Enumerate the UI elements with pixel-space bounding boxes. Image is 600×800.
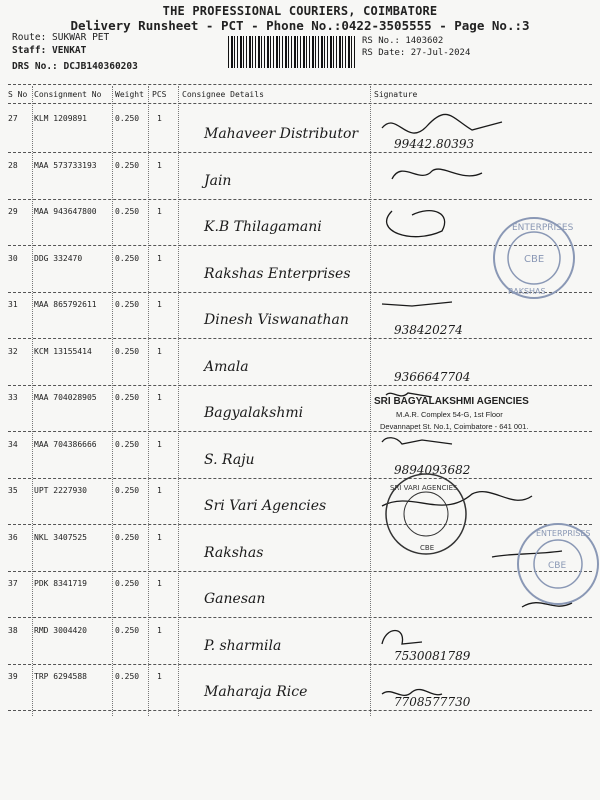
consignee-handwriting (196, 579, 372, 611)
signature-scribble (382, 302, 452, 306)
row-consignment: MAA 573733193 (34, 160, 97, 170)
stamp-text: SRI VARI AGENCIES (390, 484, 458, 492)
signature (372, 341, 598, 387)
table-row (0, 432, 600, 479)
consignee-name: Ganesan (204, 591, 266, 607)
consignee-name: Mahaveer Distributor (204, 126, 359, 142)
signature-phone: 9366647704 (394, 369, 471, 384)
row-pcs: 1 (157, 625, 162, 635)
table-row (0, 339, 600, 386)
row-pcs: 1 (157, 439, 162, 449)
row-pcs: 1 (157, 114, 162, 123)
enterprises-stamp (482, 210, 586, 300)
col-weight: Weight (115, 90, 144, 99)
row-consignment: PDK 8341719 (34, 579, 87, 588)
col-signature: Signature (374, 90, 418, 99)
signature (372, 155, 598, 201)
srivari-stamp (380, 470, 474, 560)
row-sno: 39 (8, 672, 18, 681)
consignee-handwriting (196, 254, 372, 286)
column-header-divider (8, 103, 592, 104)
bagyalakshmi-stamp (374, 396, 594, 431)
col-pcs: PCS (152, 90, 167, 99)
row-sno: 31 (8, 300, 18, 309)
consignee-handwriting (196, 393, 372, 425)
stamp-text: ENTERPRISES (536, 529, 591, 538)
table-row (0, 478, 600, 525)
signature-phone: 7530081789 (394, 648, 471, 663)
row-consignment: KCM 13155414 (34, 346, 92, 356)
row-weight: 0.250 (115, 393, 140, 402)
consignee-name: S. Raju (204, 451, 255, 468)
col-consignee: Consignee Details (182, 90, 264, 99)
stamp-text: CBE (420, 544, 435, 552)
signature-scribble (382, 630, 422, 644)
col-consignment: Consignment No (34, 90, 102, 99)
stamp-text: ENTERPRISES (512, 223, 574, 233)
table-row (0, 618, 600, 665)
row-divider (8, 710, 592, 711)
consignee-name: Maharaja Rice (204, 684, 308, 700)
barcode (228, 36, 356, 68)
consignee-handwriting (196, 672, 372, 704)
row-consignment: MAA 704386666 (34, 439, 97, 449)
rs-number: RS No.: 1403602 (362, 36, 444, 46)
row-consignment: MAA 865792611 (34, 300, 97, 309)
row-pcs: 1 (157, 532, 162, 542)
row-sno: 29 (8, 207, 18, 216)
row-consignment: UPT 2227930 (34, 486, 87, 495)
row-sno: 32 (8, 346, 18, 356)
signature-scribble (392, 169, 482, 179)
consignee-handwriting (196, 207, 372, 239)
stamp-text: RAKSHAS (508, 287, 546, 296)
consignee-handwriting (196, 347, 372, 379)
table-row (0, 664, 600, 711)
col-sno: S No (8, 90, 28, 99)
row-sno: 35 (8, 486, 18, 495)
row-sno: 30 (8, 253, 18, 263)
consignee-name: Amala (204, 358, 249, 375)
signature-phone: 99442.80393 (394, 137, 475, 151)
consignee-name: Bagyalakshmi (204, 405, 304, 421)
signature-scribble (387, 211, 445, 237)
row-sno: 36 (8, 532, 18, 542)
consignee-name: Jain (204, 172, 232, 189)
signature-scribble (382, 437, 452, 443)
row-weight: 0.250 (115, 300, 140, 309)
row-weight: 0.250 (115, 253, 140, 263)
consignee-handwriting (196, 161, 372, 193)
row-weight: 0.250 (115, 532, 140, 542)
row-sno: 28 (8, 160, 18, 170)
consignee-name: Rakshas Enterprises (204, 265, 351, 282)
consignee-handwriting (196, 440, 372, 472)
row-sno: 37 (8, 579, 18, 588)
table-row (0, 106, 600, 153)
stamp-address: M.A.R. Complex 54-G, 1st Floor (396, 410, 503, 419)
consignee-name: P. sharmila (204, 637, 282, 654)
row-consignment: KLM 1209891 (34, 114, 87, 123)
stamp-address: Devannapet St. No.1, Coimbatore - 641 001. (380, 422, 529, 431)
row-pcs: 1 (157, 486, 162, 495)
consignee-name: Sri Vari Agencies (204, 498, 327, 514)
consignee-handwriting (196, 300, 372, 332)
rs-date: RS Date: 27-Jul-2024 (362, 48, 471, 58)
row-consignment: RMD 3004420 (34, 625, 87, 635)
row-consignment: MAA 943647800 (34, 207, 97, 216)
stamp-name: SRI BAGYALAKSHMI AGENCIES (374, 396, 529, 407)
row-pcs: 1 (157, 253, 162, 263)
row-sno: 33 (8, 393, 18, 402)
row-consignment: MAA 704028905 (34, 393, 97, 402)
row-weight: 0.250 (115, 114, 140, 123)
drs-label: DRS No.: DCJB140360203 (12, 61, 138, 72)
signature-phone: 9894093682 (394, 462, 471, 477)
row-weight: 0.250 (115, 346, 140, 356)
row-consignment: NKL 3407525 (34, 532, 87, 542)
stamp-text: CBE (524, 254, 545, 265)
row-weight: 0.250 (115, 672, 140, 681)
consignee-handwriting (196, 486, 372, 518)
row-pcs: 1 (157, 207, 162, 216)
row-sno: 27 (8, 114, 18, 123)
row-pcs: 1 (157, 346, 162, 356)
signature-scribble (382, 114, 502, 133)
enterprises-stamp (508, 520, 600, 606)
row-consignment: TRP 6294588 (34, 672, 87, 681)
signature (372, 294, 598, 340)
row-weight: 0.250 (115, 160, 140, 170)
stamp-text: CBE (548, 561, 567, 571)
row-consignment: DDG 332470 (34, 253, 83, 263)
consignee-name: Dinesh Viswanathan (204, 312, 349, 328)
consignee-handwriting (196, 626, 372, 658)
row-pcs: 1 (157, 672, 162, 681)
runsheet-title: Delivery Runsheet - PCT - Phone No.:0422-3505555 - Page No.:3 (70, 18, 530, 33)
row-pcs: 1 (157, 393, 162, 402)
consignee-handwriting (196, 533, 372, 565)
row-pcs: 1 (157, 300, 162, 309)
header-divider (8, 84, 592, 85)
table-row (0, 153, 600, 200)
row-pcs: 1 (157, 160, 162, 170)
row-sno: 38 (8, 625, 18, 635)
consignee-name: Rakshas (204, 544, 264, 561)
row-weight: 0.250 (115, 486, 140, 495)
signature (372, 666, 598, 712)
row-weight: 0.250 (115, 439, 140, 449)
consignee-handwriting (196, 114, 372, 146)
row-sno: 34 (8, 439, 18, 449)
row-weight: 0.250 (115, 625, 140, 635)
company-title: THE PROFESSIONAL COURIERS, COIMBATORE (162, 4, 438, 18)
row-weight: 0.250 (115, 207, 140, 216)
row-pcs: 1 (157, 579, 162, 588)
signature (372, 620, 598, 666)
consignee-name: K.B Thilagamani (204, 219, 322, 235)
staff-label: Staff: VENKAT (12, 45, 87, 56)
route-label: Route: SUKWAR PET (12, 32, 110, 43)
signature-phone: 938420274 (394, 323, 463, 337)
signature (372, 108, 598, 154)
row-weight: 0.250 (115, 579, 140, 588)
signature-phone: 7708577730 (394, 695, 471, 709)
